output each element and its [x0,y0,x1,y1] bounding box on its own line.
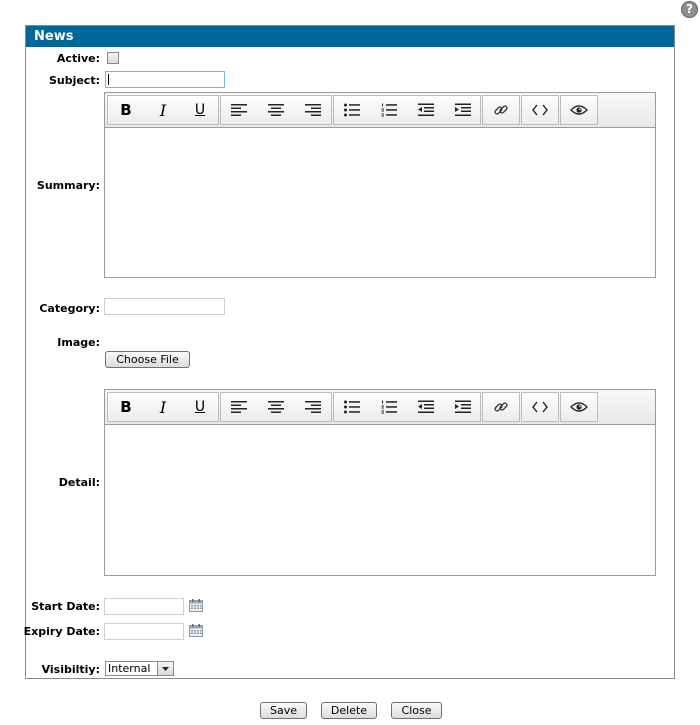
link-button[interactable] [483,96,519,124]
outdent-icon [418,103,434,117]
numbered-list-icon [381,400,397,414]
outdent-icon [418,400,434,414]
detail-text-area[interactable] [105,425,655,575]
detail-editor [104,389,656,576]
expiry-date-label: Expiry Date: [23,625,100,638]
underline-button[interactable] [182,96,218,124]
expiry-date-input[interactable] [104,623,184,640]
save-button[interactable]: Save [260,702,307,719]
align-left-button[interactable] [221,96,257,124]
align-left-icon [231,103,247,117]
choose-file-button[interactable]: Choose File [105,351,190,368]
panel-title: News [26,26,674,47]
underline-icon: U [194,399,206,415]
code-icon [532,401,548,413]
preview-button[interactable] [561,96,597,124]
bold-icon: B [120,398,132,416]
text-caret [108,74,109,85]
align-right-button[interactable] [295,393,331,421]
code-icon [532,104,548,116]
link-icon [493,102,509,118]
preview-group [560,95,598,125]
source-code-button[interactable] [522,393,558,421]
chevron-down-icon [157,662,173,675]
format-group [107,392,219,422]
bold-button[interactable] [108,96,144,124]
active-label: Active: [56,52,100,65]
underline-button[interactable] [182,393,218,421]
link-group [482,95,520,125]
bullet-list-button[interactable] [334,96,370,124]
visibility-select[interactable] [105,661,174,676]
align-right-button[interactable] [295,96,331,124]
align-group [220,95,332,125]
visibility-selected: Internal [108,662,151,675]
category-input[interactable] [104,298,225,315]
align-center-button[interactable] [258,393,294,421]
indent-icon [455,400,471,414]
indent-icon [455,103,471,117]
italic-button[interactable] [145,96,181,124]
align-center-button[interactable] [258,96,294,124]
summary-text-area[interactable] [105,128,655,277]
preview-button[interactable] [561,393,597,421]
subject-input[interactable] [105,71,225,88]
code-group [521,95,559,125]
calendar-icon[interactable] [189,599,203,612]
calendar-icon[interactable] [189,624,203,637]
italic-icon: I [159,397,167,417]
bold-button[interactable] [108,393,144,421]
visibility-label: Visibiltiy: [41,663,100,676]
italic-icon: I [159,100,167,120]
detail-toolbar [105,390,655,425]
numbered-list-icon [381,103,397,117]
start-date-input[interactable] [104,598,184,615]
bullet-list-icon [344,103,360,117]
link-group [482,392,520,422]
eye-icon [570,401,588,413]
preview-group [560,392,598,422]
bullet-list-icon [344,400,360,414]
close-button[interactable]: Close [391,702,442,719]
align-center-icon [268,103,284,117]
image-label: Image: [57,336,100,349]
bullet-list-button[interactable] [334,393,370,421]
numbered-list-button[interactable] [371,393,407,421]
numbered-list-button[interactable] [371,96,407,124]
summary-label: Summary: [36,179,100,192]
bold-icon: B [120,101,132,119]
link-button[interactable] [483,393,519,421]
active-checkbox[interactable] [107,52,119,64]
list-group [333,95,481,125]
outdent-button[interactable] [408,96,444,124]
list-group [333,392,481,422]
summary-toolbar [105,93,655,128]
detail-label: Detail: [58,476,100,489]
outdent-button[interactable] [408,393,444,421]
align-left-button[interactable] [221,393,257,421]
indent-button[interactable] [445,393,481,421]
code-group [521,392,559,422]
align-left-icon [231,400,247,414]
underline-icon: U [194,102,206,118]
align-right-icon [305,400,321,414]
start-date-label: Start Date: [31,600,100,613]
align-group [220,392,332,422]
summary-editor [104,92,656,278]
format-group [107,95,219,125]
source-code-button[interactable] [522,96,558,124]
subject-label: Subject: [48,74,100,87]
category-label: Category: [39,302,100,315]
delete-button[interactable]: Delete [321,702,377,719]
help-icon[interactable]: ? [681,1,698,18]
link-icon [493,399,509,415]
indent-button[interactable] [445,96,481,124]
align-right-icon [305,103,321,117]
italic-button[interactable] [145,393,181,421]
align-center-icon [268,400,284,414]
eye-icon [570,104,588,116]
